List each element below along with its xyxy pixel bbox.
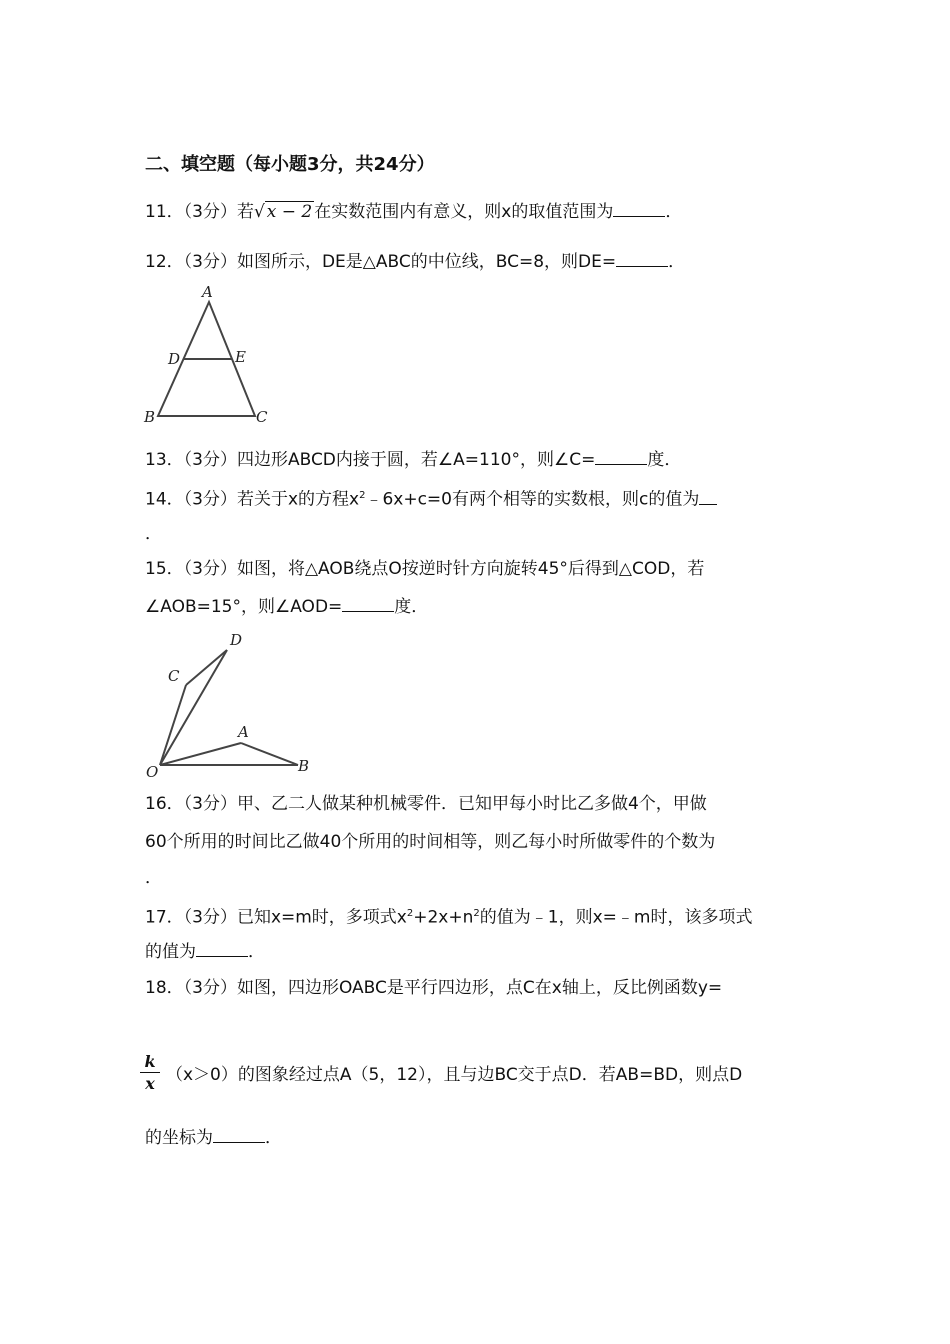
segment-ab [241, 743, 298, 765]
label-b: B [144, 408, 156, 426]
q14-text-a: 14．（3分）若关于x的方程x [145, 489, 360, 510]
q14-line-2: ． [145, 524, 162, 544]
question-17-line-2 [145, 940, 265, 964]
label-d: D [168, 350, 181, 368]
q15-line-1: 15．（3分）如图，将△AOB绕点O按逆时针方向旋转45°后得到△COD，若 [145, 559, 705, 579]
question-17 [145, 902, 752, 930]
label-b: B [298, 757, 310, 775]
q13-end: 度． [647, 450, 682, 470]
q16-line-3: ． [145, 868, 162, 888]
question-11 [145, 200, 682, 224]
segment-oa [160, 743, 241, 765]
label-a: A [202, 283, 213, 301]
q15-line-2: ∠AOB=15°，则∠AOD= [145, 597, 343, 617]
fraction-numerator: k [140, 1052, 160, 1073]
section-title: 二、填空题（每小题3分，共24分） [145, 154, 435, 175]
q11-end: ． [665, 202, 683, 222]
segment-oc [160, 685, 186, 765]
q16-line-2: 60个所用的时间比乙做40个所用的时间相等，则乙每小时所做零件的个数为 [145, 832, 716, 852]
fraction-k-over-x [140, 1052, 160, 1095]
q11-suffix: 在实数范围内有意义，则x的取值范围为 [314, 202, 614, 222]
question-18-line-3 [145, 1126, 282, 1150]
q17-exponent-1: 2 [406, 908, 414, 919]
q17-text-a: 17．（3分）已知x=m时，多项式x [145, 907, 407, 928]
q12-end: ． [668, 252, 686, 272]
fraction-denominator: x [145, 1074, 155, 1093]
q14-exponent: 2 [359, 490, 366, 501]
q16-line-1: 16．（3分）甲、乙二人做某种机械零件．已知甲每小时比乙多做4个，甲做 [145, 794, 707, 814]
rotation-figure [138, 625, 318, 783]
answer-blank [613, 200, 665, 217]
q11-prefix: 11．（3分）若 [145, 202, 254, 222]
q18-end: ． [265, 1128, 282, 1148]
answer-blank [699, 488, 717, 505]
q14-text-b: ﹣6x+c=0有两个相等的实数根，则c的值为 [365, 489, 700, 510]
sqrt-expression: √ x − 2 [253, 202, 313, 222]
question-15-line-2 [145, 595, 428, 619]
segment-cd [186, 650, 227, 685]
triangle-abc-figure [138, 280, 278, 430]
q18-line-3: 的坐标为 [145, 1128, 213, 1148]
q17-line-2: 的值为 [145, 942, 196, 962]
q12-text: 12．（3分）如图所示，DE是△ABC的中位线，BC=8，则DE= [145, 252, 617, 272]
q17-end: ． [248, 942, 265, 962]
label-a: A [238, 723, 249, 741]
q13-text: 13．（3分）四边形ABCD内接于圆，若∠A=110°，则∠C= [145, 450, 596, 470]
q17-text-c: 的值为﹣1，则x=﹣m时，该多项式 [479, 907, 753, 928]
q15-end: 度． [394, 597, 429, 617]
answer-blank [213, 1126, 265, 1143]
q17-exponent-2: 2 [473, 908, 480, 919]
q18-line-2: （x＞0）的图象经过点A（5，12），且与边BC交于点D．若AB=BD，则点D [166, 1065, 743, 1085]
question-13 [145, 448, 681, 472]
q11-radicand: x − 2 [266, 202, 313, 222]
q18-line-1: 18．（3分）如图，四边形OABC是平行四边形，点C在x轴上，反比例函数y= [145, 978, 723, 998]
answer-blank [595, 448, 647, 465]
label-d: D [230, 631, 243, 649]
label-c: C [168, 667, 180, 685]
answer-blank [342, 595, 394, 612]
q17-text-b: +2x+n [413, 907, 474, 928]
answer-blank [196, 940, 248, 957]
label-e: E [235, 348, 246, 366]
label-c: C [256, 408, 268, 426]
label-o: O [146, 763, 159, 781]
question-12 [145, 250, 685, 274]
question-14 [145, 484, 717, 512]
answer-blank [616, 250, 668, 267]
